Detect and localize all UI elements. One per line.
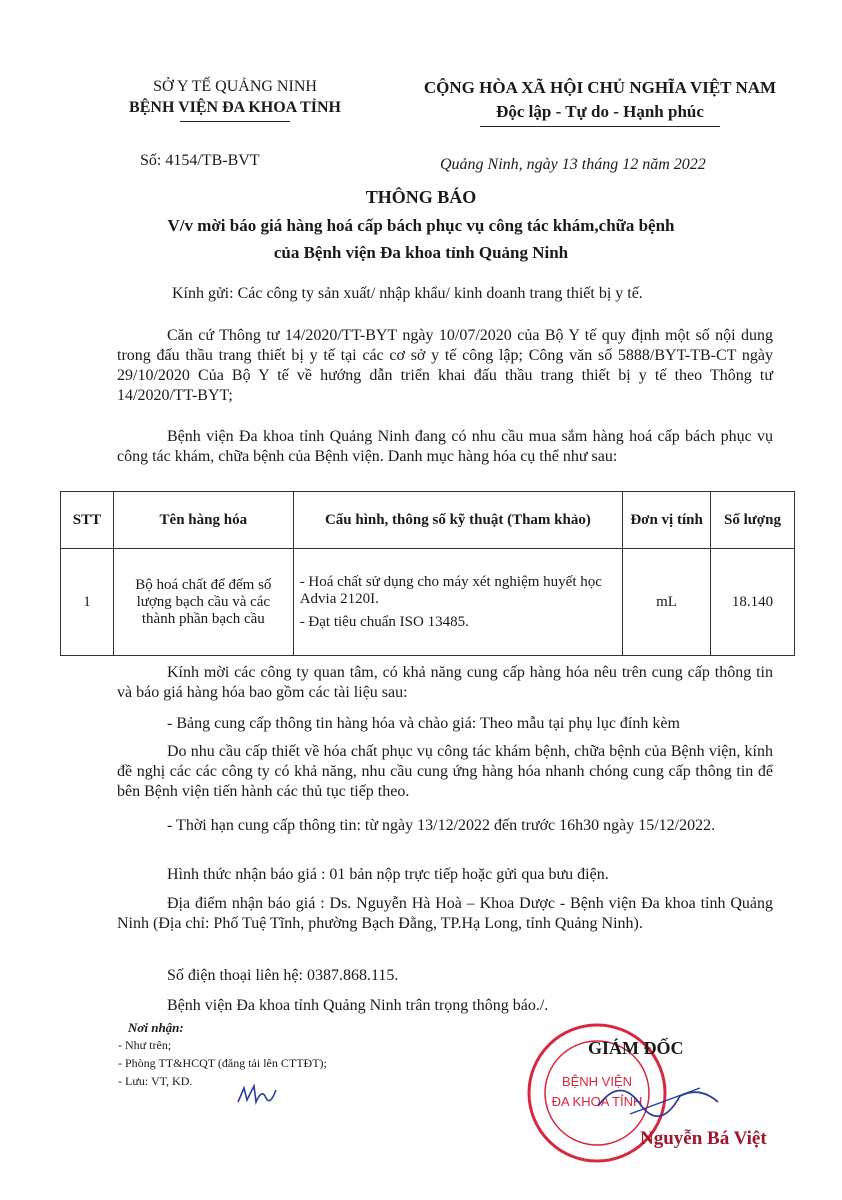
col-header-stt: STT <box>61 492 114 549</box>
paragraph-method: Hình thức nhận báo giá : 01 bản nộp trực tiếp hoặc gửi qua bưu điện. <box>167 866 609 883</box>
signer-name: Nguyễn Bá Việt <box>640 1128 767 1149</box>
col-header-spec: Cấu hình, thông số kỹ thuật (Tham khảo) <box>293 492 622 549</box>
recipient-item: - Lưu: VT, KD. <box>118 1074 193 1088</box>
goods-table <box>60 491 795 656</box>
subject-line-1: V/v mời báo giá hàng hoá cấp bách phục vụ công tác khám,chữa bệnh <box>167 216 675 235</box>
paragraph-phone: Số điện thoại liên hệ: 0387.868.115. <box>167 967 399 984</box>
col-header-name: Tên hàng hóa <box>113 492 293 549</box>
document-title: THÔNG BÁO <box>365 187 477 207</box>
addressee: Kính gửi: Các công ty sản xuất/ nhập khẩu/ kinh doanh trang thiết bị y tế. <box>172 285 643 302</box>
spec-line-2: - Đạt tiêu chuẩn ISO 13485. <box>299 613 469 630</box>
cell-stt: 1 <box>61 549 114 656</box>
org-name: BỆNH VIỆN ĐA KHOA TỈNH <box>129 99 341 116</box>
paragraph-invite: Kính mời các công ty quan tâm, có khả năng cung cấp hàng hóa nêu trên cung cấp thông tin và báo giá hàng hóa bao gồm các tài liệu sau: <box>117 664 773 701</box>
table-header-row <box>61 492 795 549</box>
document-number: Số: 4154/TB-BVT <box>140 152 260 169</box>
recipients-heading: Nơi nhận: <box>128 1020 184 1035</box>
org-underline <box>180 121 290 122</box>
subject-line-2: của Bệnh viện Đa khoa tỉnh Quảng Ninh <box>273 243 569 262</box>
paragraph-place: Địa điểm nhận báo giá : Ds. Nguyễn Hà Hoà – Khoa Dược - Bệnh viện Đa khoa tỉnh Quảng Ninh (Địa chỉ: Phố Tuệ Tĩnh, phường Bạch Đằng, TP.Hạ Long, tỉnh Quảng Ninh). <box>117 895 773 932</box>
cell-name: Bộ hoá chất để đếm số lượng bạch cầu và các thành phần bạch cầu <box>113 549 293 656</box>
cell-qty: 18.140 <box>711 549 795 656</box>
seal-text-1: BỆNH VIỆN <box>561 1074 633 1089</box>
seal-text-2: ĐA KHOA TỈNH <box>551 1094 643 1109</box>
col-header-unit: Đơn vị tính <box>623 492 711 549</box>
recipient-item: - Phòng TT&HCQT (đăng tải lên CTTĐT); <box>118 1056 327 1070</box>
document-date: Quảng Ninh, ngày 13 tháng 12 năm 2022 <box>440 156 706 173</box>
initials-signature <box>232 1080 282 1112</box>
paragraph-deadline: - Thời hạn cung cấp thông tin: từ ngày 13/12/2022 đến trước 16h30 ngày 15/12/2022. <box>167 817 716 834</box>
cell-unit: mL <box>623 549 711 656</box>
recipient-item: - Như trên; <box>118 1038 172 1052</box>
paragraph-closing: Bệnh viện Đa khoa tỉnh Quảng Ninh trân trọng thông báo./. <box>167 997 549 1014</box>
spec-line-1: - Hoá chất sử dụng cho máy xét nghiệm huyết học Advia 2120I. <box>299 573 602 607</box>
paragraph-form: - Bảng cung cấp thông tin hàng hóa và chào giá: Theo mẫu tại phụ lục đính kèm <box>167 715 680 732</box>
paragraph-urgency: Do nhu cầu cấp thiết về hóa chất phục vụ công tác khám bệnh, chữa bệnh của Bệnh viện, kính đề nghị các các công ty có khả năng, nhu cầu cung ứng hàng hóa nhanh chóng cung cấp thông tin để bên Bệnh viện tiến hành các thủ tục tiếp theo. <box>117 743 773 800</box>
col-header-qty: Số lượng <box>711 492 795 549</box>
cell-spec <box>293 549 622 656</box>
paragraph-basis: Căn cứ Thông tư 14/2020/TT-BYT ngày 10/07/2020 của Bộ Y tế quy định một số nội dung trong đấu thầu trang thiết bị y tế tại các cơ sở y tế công lập; Công văn số 5888/BYT-TB-CT ngày 29/10/2020 Của Bộ Y tế về hướng dẫn triển khai đấu thầu trang thiết bị y tế theo Thông tư 14/2020/TT-BYT; <box>117 327 773 404</box>
motto-underline <box>480 126 720 127</box>
nation-motto: Độc lập - Tự do - Hạnh phúc <box>496 102 704 121</box>
org-parent: SỞ Y TẾ QUẢNG NINH <box>153 78 317 95</box>
table-row <box>61 549 795 656</box>
nation-title: CỘNG HÒA XÃ HỘI CHỦ NGHĨA VIỆT NAM <box>423 78 777 97</box>
paragraph-need: Bệnh viện Đa khoa tỉnh Quảng Ninh đang có nhu cầu mua sắm hàng hoá cấp bách phục vụ công tác khám, chữa bệnh của Bệnh viện. Danh mục hàng hóa cụ thể như sau: <box>117 428 773 465</box>
signer-title: GIÁM ĐỐC <box>588 1038 684 1058</box>
handwritten-signature <box>590 1066 730 1126</box>
